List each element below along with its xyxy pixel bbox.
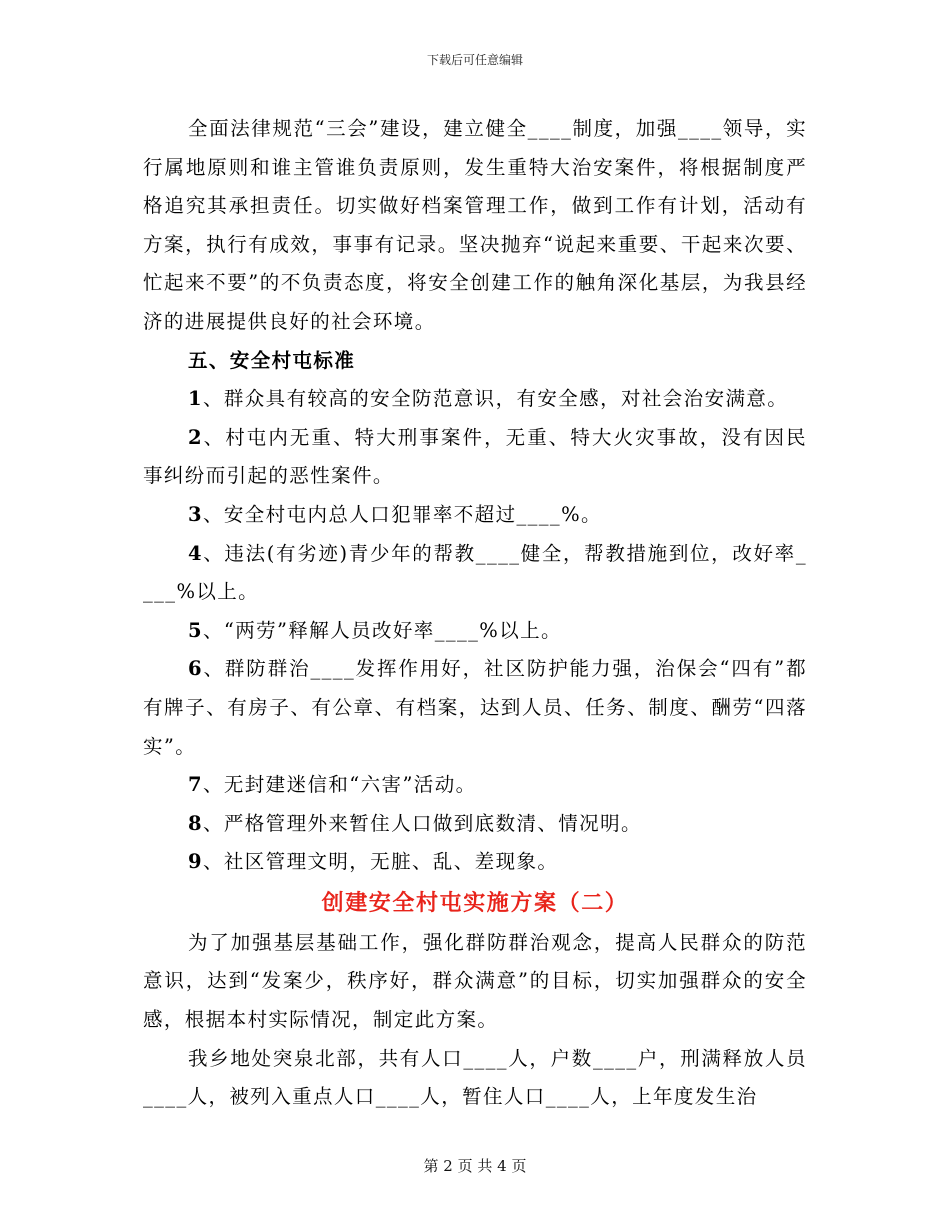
standard-text: 、群众具有较高的安全防范意识，有安全感，对社会治安满意。 [202,387,789,411]
standard-item-3 [143,496,807,535]
standard-item-7 [143,766,807,805]
standard-number: 2 [188,425,203,449]
standard-text: 、安全村屯内总人口犯罪率不超过____%。 [202,502,602,526]
situation-paragraph: 我乡地处突泉北部，共有人口____人，户数____户，刑满释放人员____人，被列入重点人口____人，暂住人口____人，上年度发生治 [143,1046,807,1109]
section-five-heading: 五、安全村屯标准 [188,348,356,372]
standard-number: 1 [188,387,203,411]
document-body [143,110,807,1117]
standard-item-9 [143,843,807,882]
standard-text: 、村屯内无重、特大刑事案件，无重、特大火灾事故，没有因民事纠纷而引起的恶性案件。 [143,425,807,488]
standard-number: 9 [188,850,203,874]
standard-number: 5 [188,618,203,642]
standard-number: 3 [188,502,203,526]
purpose-paragraph: 为了加强基层基础工作，强化群防群治观念，提高人民群众的防范意识，达到“发案少，秩序好，群众满意”的目标，切实加强群众的安全感，根据本村实际情况，制定此方案。 [143,930,807,1032]
section-two-title: 创建安全村屯实施方案（二） [321,889,629,916]
standard-item-1 [143,380,807,419]
standard-item-8 [143,805,807,844]
standard-number: 4 [188,541,203,565]
standard-text: 、无封建迷信和“六害”活动。 [202,773,477,797]
standard-text: 、违法(有劣迹)青少年的帮教____健全，帮教措施到位，改好率____%以上。 [143,541,807,604]
standard-item-6 [143,650,807,766]
page-header: 下载后可任意编辑 [426,53,523,67]
standard-number: 6 [188,657,203,681]
standard-text: 、“两劳”释解人员改好率____%以上。 [202,618,562,642]
standard-text: 、严格管理外来暂住人口做到底数清、情况明。 [202,811,642,835]
standard-item-5 [143,612,807,651]
standard-number: 8 [188,811,203,835]
standard-text: 、社区管理文明，无脏、乱、差现象。 [202,850,559,874]
standard-number: 7 [188,773,203,797]
standard-text: 、群防群治____发挥作用好，社区防护能力强，治保会“四有”都有牌子、有房子、有公章、有档案，达到人员、任务、制度、酬劳“四落实”。 [143,657,807,758]
standard-item-2 [143,419,807,496]
page-footer: 第 2 页 共 4 页 [423,1157,527,1175]
standard-item-4 [143,535,807,612]
intro-paragraph: 全面法律规范“三会”建设，建立健全____制度，加强____领导，实行属地原则和谁主管谁负责原则，发生重特大治安案件，将根据制度严格追究其承担责任。切实做好档案管理工作，做到工作有计划，活动有方案，执行有成效，事事有记录。坚决抛弃“说起来重要、干起来次要、忙起来不要”的不负责态度，将安全创建工作的触角深化基层，为我县经济的进展提供良好的社会环境。 [143,117,807,333]
